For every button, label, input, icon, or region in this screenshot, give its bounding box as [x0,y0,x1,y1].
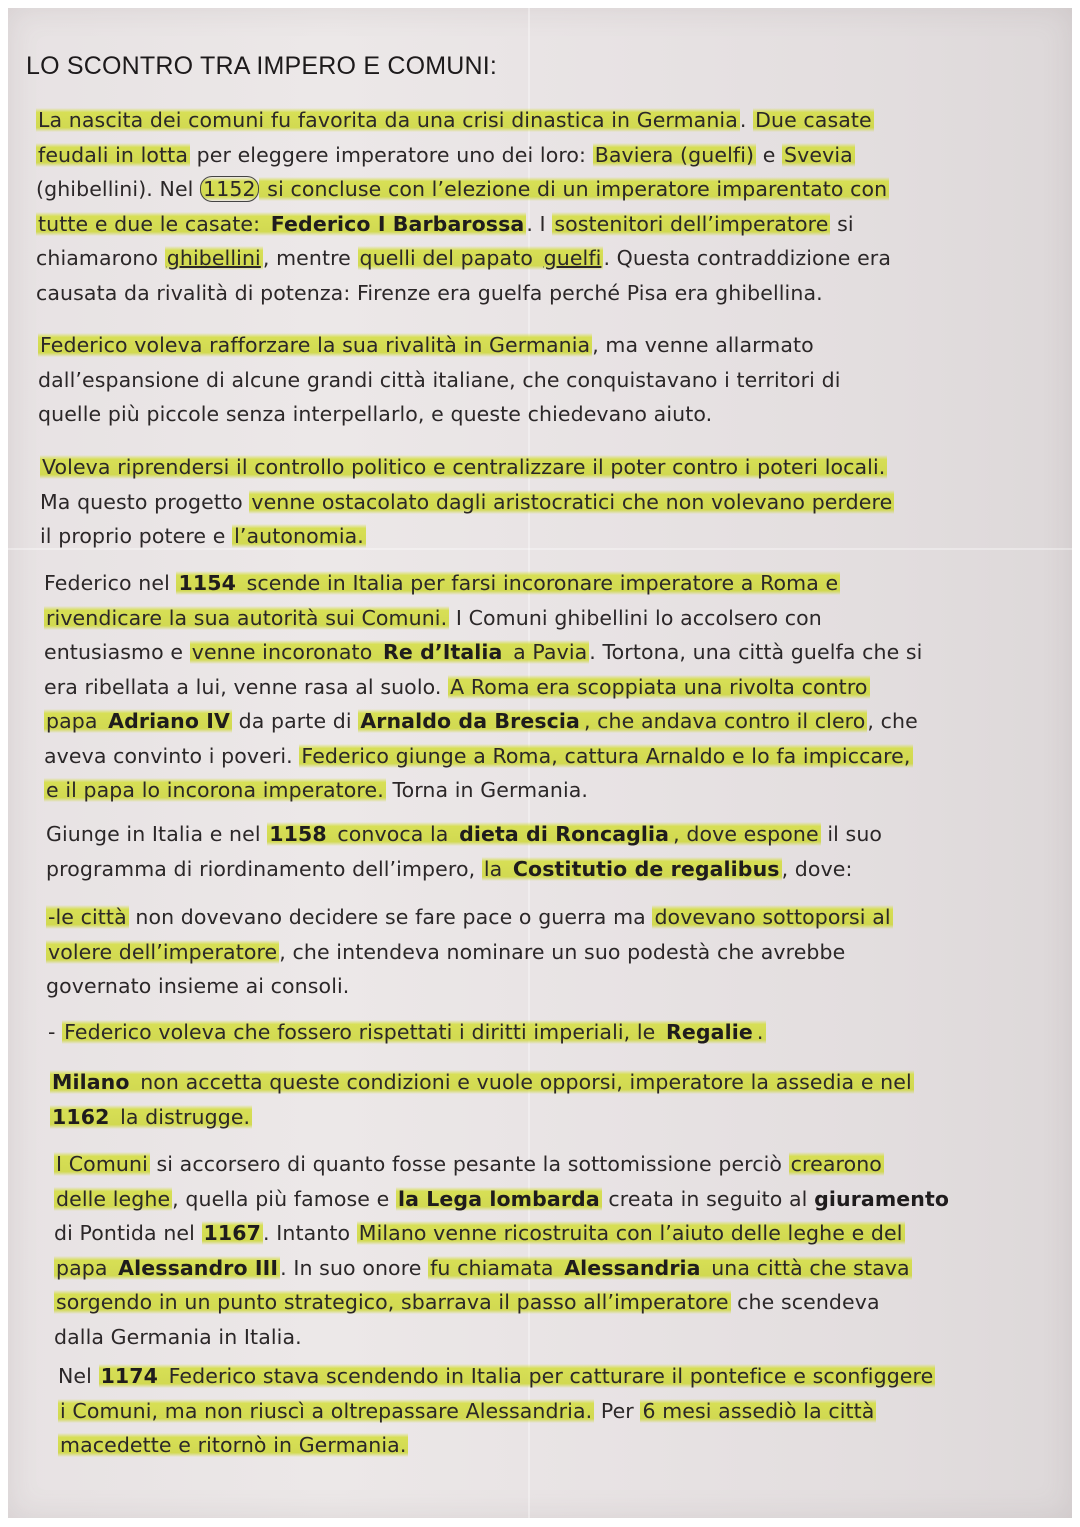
text-run: , che [867,709,918,733]
text-run: Per [594,1398,641,1423]
text-line [44,635,922,670]
highlighted-text: crearono [790,1152,882,1176]
paragraph [50,1065,914,1134]
text-run: governato insieme ai consoli. [46,974,350,998]
text-run: - [48,1020,63,1044]
highlighted-text: convoca la [330,822,456,846]
highlighted-text: Voleva riprendersi il controllo politico e centralizzare il poter contro i poteri locali. [42,455,886,479]
text-line [44,704,922,739]
text-line [54,1216,949,1251]
text-run: , che intendeva nominare un suo podestà che avrebbe [279,939,846,964]
highlighted-text: scende in Italia per farsi incoronare imperatore a Roma e [239,571,839,595]
highlighted-text: e il papa lo incorona imperatore. [46,778,384,802]
text-line [46,900,893,935]
text-line [44,773,922,808]
highlighted-text: 1158 [269,822,327,846]
highlighted-text: Due casate [755,108,872,132]
text-run: . Intanto [263,1221,357,1245]
highlighted-text: dovevano sottoporsi al [654,905,891,929]
highlighted-text: papa [56,1255,115,1280]
text-run: , ma venne allarmato [592,333,814,357]
text-run: si accorsero di quanto fosse pesante la sottomissione perciò [149,1152,789,1176]
text-run: programma di riordinamento dell’impero, [46,856,482,881]
text-line [44,739,922,774]
text-line [40,450,894,485]
highlighted-text: Alessandria [564,1255,701,1280]
highlighted-text: si concluse con l’elezione di un imperatore imparentato con [260,177,888,201]
highlighted-text: delle leghe [56,1186,171,1211]
highlighted-text: Arnaldo da Brescia [360,709,580,733]
highlighted-text: venne ostacolato dagli aristocratici che non volevano perdere [251,489,893,514]
text-run: dalla Germania in Italia. [54,1324,302,1349]
paragraph [54,1147,949,1354]
paragraph [44,566,922,808]
paragraph [40,450,894,554]
highlighted-text: quelli del papato [359,246,540,270]
highlighted-text: 1162 [52,1104,110,1129]
text-run: , dove: [781,856,853,881]
text-line [54,1320,949,1355]
highlighted-text: papa [46,709,105,733]
text-run: creata in seguito al [601,1186,815,1211]
highlighted-text: guelfi [543,246,602,270]
text-run: quelle più piccole senza interpellarlo, e queste chiedevano aiuto. [38,402,713,426]
text-line [40,485,894,520]
highlighted-text: Regalie [666,1020,753,1044]
highlighted-text: Federico voleva rafforzare la sua rivalità in Germania [40,333,591,357]
bullet-item [46,900,893,1004]
highlighted-text: 1167 [203,1221,262,1245]
text-line [44,566,922,601]
highlighted-text: 1174 [100,1364,159,1388]
text-line [54,1182,949,1217]
highlighted-text: la Lega lombarda [397,1186,600,1211]
paragraph [38,328,840,432]
bullet-item [48,1015,766,1050]
text-line [46,817,882,852]
highlighted-text: ghibellini [166,246,261,270]
text-line [36,276,891,311]
text-line [44,670,922,705]
highlighted-text: Adriano IV [108,709,230,733]
highlighted-text: macedette e ritornò in Germania. [60,1433,407,1457]
text-run: Giunge in Italia e nel [46,822,268,846]
text-line [46,852,882,887]
highlighted-text: l’autonomia. [234,524,364,548]
highlighted-text: . [756,1020,764,1044]
highlighted-text: -le città [48,905,127,929]
paragraph [36,103,891,310]
text-run: e [756,142,783,167]
document-title: LO SCONTRO TRA IMPERO E COMUNI: [26,52,498,80]
highlighted-text: Costitutio de regalibus [512,856,780,881]
highlighted-text: Milano venne ricostruita con l’aiuto delle leghe e del [358,1221,903,1245]
highlighted-text: 1154 [178,571,236,595]
text-run: Ma questo progetto [40,489,250,514]
text-line [36,207,891,242]
highlighted-text: Federico giunge a Roma, cattura Arnaldo e lo fa impiccare, [301,743,911,768]
highlighted-text: I Comuni [56,1152,148,1176]
text-line [54,1285,949,1320]
text-line [36,172,891,207]
text-run: dall’espansione di alcune grandi città italiane, che conquistavano i territori di [38,367,841,392]
text-run: aveva convinto i poveri. [44,743,300,768]
text-line [48,1015,766,1050]
highlighted-text: rivendicare la sua autorità sui Comuni. [46,605,448,630]
text-run: si [830,211,854,236]
text-run: Nel [58,1364,99,1388]
highlighted-text: Svevia [784,142,853,167]
highlighted-text: la [483,856,509,881]
highlighted-text: 6 mesi assediò la città [642,1398,875,1423]
text-line [36,241,891,276]
text-run: . I [526,211,553,236]
text-run: . [739,108,754,132]
highlighted-text: Federico I Barbarossa [270,211,525,236]
text-run: . Tortona, una città guelfa che si [589,640,923,664]
text-run: il suo [820,822,883,846]
text-run: (ghibellini). Nel [36,177,201,201]
text-line [38,397,840,432]
text-run: , mentre [262,246,358,270]
text-run: causata da rivalità di potenza: Firenze era guelfa perché Pisa era ghibellina. [36,280,823,305]
text-line [38,363,840,398]
paragraph [58,1359,935,1463]
highlighted-text: fu chiamata [430,1255,561,1280]
text-run: . Questa contraddizione era [603,246,891,270]
highlighted-text: Re d’Italia [382,640,503,664]
text-line [38,328,840,363]
highlighted-text: Baviera (guelfi) [594,142,755,167]
text-line [58,1428,935,1463]
text-line [46,969,893,1004]
highlighted-text: 1152 [200,176,259,202]
highlighted-text: feudali in lotta [38,142,188,167]
text-run: I Comuni ghibellini lo accolsero con [449,605,822,630]
text-run: Torna in Germania. [385,778,589,802]
text-run: entusiasmo e [44,640,190,664]
highlighted-text: venne incoronato [191,640,379,664]
highlighted-text: La nascita dei comuni fu favorita da una crisi dinastica in Germania [38,108,738,132]
text-line [44,601,922,636]
text-run: il proprio potere e [40,524,233,548]
text-line [36,103,891,138]
text-line [50,1100,914,1135]
highlighted-text: non accetta queste condizioni e vuole opporsi, imperatore la assedia e nel [133,1070,912,1094]
highlighted-text: volere dell’imperatore [48,939,278,964]
text-run: che scendeva [730,1290,880,1314]
highlighted-text: una città che stava [704,1255,910,1280]
highlighted-text: sostenitori dell’imperatore [554,211,829,236]
highlighted-text: i Comuni, ma non riuscì a oltrepassare Alessandria. [60,1398,593,1423]
text-line [50,1065,914,1100]
highlighted-text: A Roma era scoppiata una rivolta contro [450,674,868,699]
highlighted-text: tutte e due le casate: [38,211,267,236]
text-run: era ribellata a lui, venne rasa al suolo. [44,674,449,699]
text-run: da parte di [232,709,359,733]
text-line [54,1251,949,1286]
text-line [54,1147,949,1182]
highlighted-text: , dove espone [673,822,819,846]
text-run: . In suo onore [280,1255,429,1280]
text-run: chiamarono [36,246,165,270]
paragraph [46,817,882,886]
text-run: Federico nel [44,571,177,595]
text-run: per eleggere imperatore uno dei loro: [190,142,593,167]
text-line [58,1359,935,1394]
text-line [58,1394,935,1429]
text-run: , quella più famose e [172,1186,396,1211]
text-line [40,519,894,554]
highlighted-text: dieta di Roncaglia [459,822,670,846]
highlighted-text: la distrugge. [113,1104,251,1129]
highlighted-text: a Pavia [506,640,588,664]
highlighted-text: Federico stava scendendo in Italia per catturare il pontefice e sconfiggere [162,1364,934,1388]
highlighted-text: Federico voleva che fossero rispettati i diritti imperiali, le [64,1020,663,1044]
highlighted-text: sorgendo in un punto strategico, sbarrava il passo all’imperatore [56,1290,729,1314]
text-line [36,138,891,173]
highlighted-text: Alessandro III [118,1255,279,1280]
text-run: non dovevano decidere se fare pace o guerra ma [128,905,653,929]
highlighted-text: , che andava contro il clero [583,709,866,733]
text-line [46,935,893,970]
text-run: giuramento [814,1186,950,1211]
text-run: di Pontida nel [54,1221,202,1245]
highlighted-text: Milano [52,1070,130,1094]
